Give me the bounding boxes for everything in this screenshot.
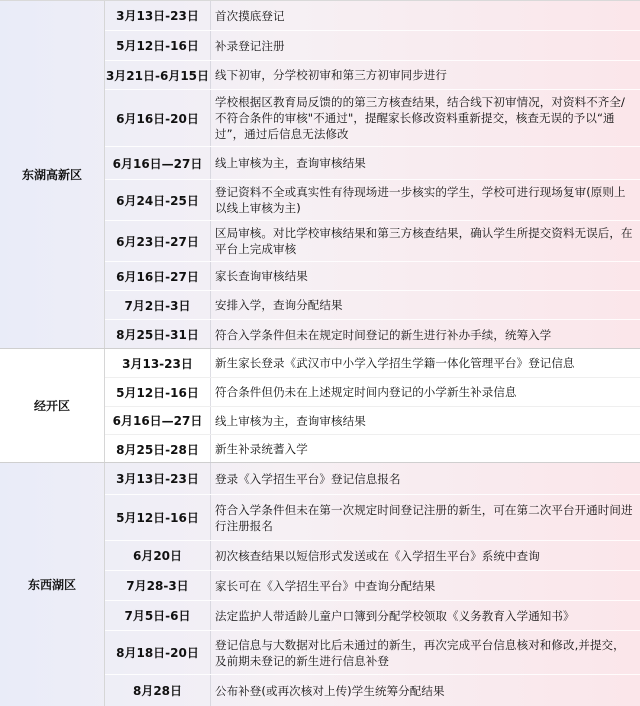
desc-cell: 符合入学条件但未在规定时间登记的新生进行补办手续，统筹入学	[215, 327, 552, 342]
date-cell: 6月16日-20日	[105, 90, 211, 146]
district-label: 东湖高新区	[0, 1, 105, 348]
date-cell: 5月12日-16日	[105, 495, 211, 540]
date-cell: 6月16日-27日	[105, 262, 211, 290]
desc-cell: 家长查询审核结果	[215, 269, 308, 283]
desc-cell: 家长可在《入学招生平台》中查询分配结果	[215, 578, 436, 593]
date-cell: 8月28日	[105, 675, 211, 706]
desc-cell: 新生补录统蓍入学	[215, 442, 308, 456]
desc-cell: 法定监护人带适龄儿童户口簿到分配学校领取《义务教育入学通知书》	[215, 608, 575, 623]
section-jingkai	[0, 349, 640, 463]
desc-cell: 登记信息与大数据对比后未通过的新生，再次完成平台信息核对和修改,并提交，及前期未登记的新生进行信息补登	[215, 637, 625, 668]
desc-cell: 首次摸底登记	[215, 8, 285, 23]
desc-cell: 登记资料不全或真实性有待现场进一步核实的学生，学校可进行现场复审(原则上以线上审核为主)	[215, 185, 626, 215]
table-row	[105, 349, 640, 378]
desc-cell: 初次核查结果以短信形式发送或在《入学招生平台》系统中查询	[215, 548, 540, 563]
date-cell: 8月25日-28日	[105, 435, 211, 463]
date-cell: 3月21日-6月15日	[105, 61, 211, 89]
table-row	[105, 320, 640, 349]
desc-cell: 登录《入学招生平台》登记信息报名	[215, 471, 401, 486]
date-cell: 5月12日-16日	[105, 378, 211, 406]
table-row	[105, 463, 640, 495]
table-row	[105, 61, 640, 90]
table-row	[105, 407, 640, 435]
date-cell: 6月24日-25日	[105, 180, 211, 220]
table-row	[105, 571, 640, 601]
desc-cell: 线下初审，分学校初审和第三方初审同步进行	[215, 68, 447, 82]
table-row	[105, 147, 640, 180]
table-row	[105, 31, 640, 61]
date-cell: 6月16日—27日	[105, 147, 211, 179]
table-row	[105, 221, 640, 262]
table-row	[105, 90, 640, 147]
desc-cell: 安排入学，查询分配结果	[215, 298, 343, 312]
desc-cell: 区局审核。对比学校审核结果和第三方核查结果，确认学生所提交资料无误后，在平台上完成审核	[215, 226, 633, 256]
date-cell: 6月23日-27日	[105, 221, 211, 261]
section-dongxihu	[0, 463, 640, 706]
date-cell: 8月18日-20日	[105, 631, 211, 674]
desc-cell: 学校根据区教育局反馈的的第三方核查结果，结合线下初审情况，对资料不齐全/不符合条件的审核"不通过"，提醒家长修改资料重新提交，核查无误的予以“通过”，通过后信息无法修改	[215, 95, 625, 141]
date-cell: 8月25日-31日	[105, 320, 211, 349]
date-cell: 7月28-3日	[105, 571, 211, 600]
date-cell: 5月12日-16日	[105, 31, 211, 60]
desc-cell: 线上审核为主，查询审核结果	[215, 413, 366, 428]
date-cell: 7月5日-6日	[105, 601, 211, 630]
table-row	[105, 601, 640, 631]
table-row	[105, 1, 640, 31]
table-row	[105, 180, 640, 221]
desc-cell: 符合条件但仍未在上述规定时间内登记的小学新生补录信息	[215, 385, 517, 399]
district-label: 经开区	[0, 349, 105, 462]
table-row	[105, 675, 640, 706]
section-donghu	[0, 1, 640, 349]
table-row	[105, 495, 640, 541]
table-row	[105, 291, 640, 320]
desc-cell: 公布补登(或再次核对上传)学生统筹分配结果	[215, 683, 445, 698]
table-row	[105, 631, 640, 675]
desc-cell: 线上审核为主，查询审核结果	[215, 156, 366, 170]
table-row	[105, 262, 640, 291]
desc-cell: 补录登记注册	[215, 38, 285, 53]
table-row	[105, 378, 640, 407]
table-row	[105, 541, 640, 571]
date-cell: 3月13日-23日	[105, 463, 211, 494]
date-cell: 7月2日-3日	[105, 291, 211, 319]
desc-cell: 符合入学条件但未在第一次规定时间登记注册的新生，可在第二次平台开通时间进行注册报名	[215, 502, 633, 533]
date-cell: 6月20日	[105, 541, 211, 570]
date-cell: 3月13日-23日	[105, 1, 211, 30]
table-row	[105, 435, 640, 463]
date-cell: 6月16日—27日	[105, 407, 211, 434]
desc-cell: 新生家长登录《武汉市中小学入学招生学籍一体化管理平台》登记信息	[215, 356, 575, 370]
district-label: 东西湖区	[0, 463, 105, 706]
date-cell: 3月13-23日	[105, 349, 211, 377]
